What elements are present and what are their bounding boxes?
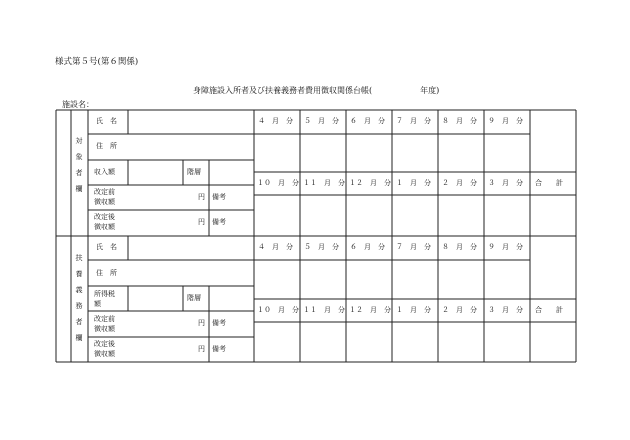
income-tax-label <box>94 289 115 309</box>
yen-label: 円 <box>198 319 205 327</box>
label-char: 務 <box>75 302 83 310</box>
total-header: 合 計 <box>535 306 563 314</box>
after-amount-label <box>94 339 115 359</box>
before-line2: 徴収額 <box>94 198 115 206</box>
facility-label: 施設名： <box>62 100 94 109</box>
month-header: １２ 月 分 <box>349 179 391 187</box>
month-header: １ 月 分 <box>396 179 431 187</box>
yen-label: 円 <box>198 218 205 226</box>
income-label <box>94 167 115 177</box>
month-header: ２ 月 分 <box>442 179 477 187</box>
label-char: 欄 <box>75 334 83 342</box>
tier-label: 階層 <box>187 168 201 176</box>
label-char: 対 <box>75 137 83 145</box>
name-label: 氏 名 <box>96 243 117 251</box>
month-header: ６ 月 分 <box>350 243 385 251</box>
name-label: 氏 名 <box>96 117 117 125</box>
remarks-label: 備考 <box>212 319 226 327</box>
income-line1: 収入額 <box>94 168 115 176</box>
label-char: 者 <box>75 318 83 326</box>
month-header: ４ 月 分 <box>258 117 293 125</box>
remarks-label: 備考 <box>212 345 226 353</box>
income-line1: 所得税 <box>94 290 115 298</box>
label-char: 象 <box>75 153 83 161</box>
title-year: 年度) <box>420 86 440 95</box>
month-header: １０ 月 分 <box>257 179 299 187</box>
after-line2: 徴収額 <box>94 223 115 231</box>
label-char: 扶 <box>75 254 83 262</box>
label-char: 欄 <box>75 185 83 193</box>
month-header: ９ 月 分 <box>488 243 523 251</box>
month-header: ３ 月 分 <box>488 179 523 187</box>
title-text: 身障施設入所者及び扶養義務者費用徴収関係台帳( <box>193 86 373 95</box>
after-line1: 改定後 <box>94 213 115 221</box>
before-amount-label <box>94 314 115 334</box>
before-line1: 改定前 <box>94 188 115 196</box>
month-header: ５ 月 分 <box>304 243 339 251</box>
month-header: ８ 月 分 <box>442 243 477 251</box>
section-label-subject <box>74 133 84 197</box>
month-header: １２ 月 分 <box>349 306 391 314</box>
after-amount-label <box>94 212 115 232</box>
yen-label: 円 <box>198 345 205 353</box>
month-header: ７ 月 分 <box>396 243 431 251</box>
month-header: ２ 月 分 <box>442 306 477 314</box>
month-header: １１ 月 分 <box>303 179 345 187</box>
yen-label: 円 <box>198 193 205 201</box>
label-char: 者 <box>75 169 83 177</box>
address-label: 住 所 <box>96 269 117 277</box>
month-header: ７ 月 分 <box>396 117 431 125</box>
month-header: ９ 月 分 <box>488 117 523 125</box>
form-number: 様式第５号(第６関係) <box>55 57 139 67</box>
before-line1: 改定前 <box>94 315 115 323</box>
after-line2: 徴収額 <box>94 350 115 358</box>
month-header: ５ 月 分 <box>304 117 339 125</box>
address-label: 住 所 <box>96 142 117 150</box>
month-header: １ 月 分 <box>396 306 431 314</box>
section-label-guardian <box>74 250 84 346</box>
after-line1: 改定後 <box>94 340 115 348</box>
month-header: ６ 月 分 <box>350 117 385 125</box>
remarks-label: 備考 <box>212 218 226 226</box>
label-char: 養 <box>75 270 83 278</box>
before-amount-label <box>94 187 115 207</box>
month-header: ３ 月 分 <box>488 306 523 314</box>
tier-label: 階層 <box>187 294 201 302</box>
month-header: １０ 月 分 <box>257 306 299 314</box>
month-header: ４ 月 分 <box>258 243 293 251</box>
income-line2: 額 <box>94 300 101 308</box>
before-line2: 徴収額 <box>94 325 115 333</box>
remarks-label: 備考 <box>212 193 226 201</box>
label-char: 義 <box>75 286 83 294</box>
month-header: ８ 月 分 <box>442 117 477 125</box>
total-header: 合 計 <box>535 179 563 187</box>
month-header: １１ 月 分 <box>303 306 345 314</box>
